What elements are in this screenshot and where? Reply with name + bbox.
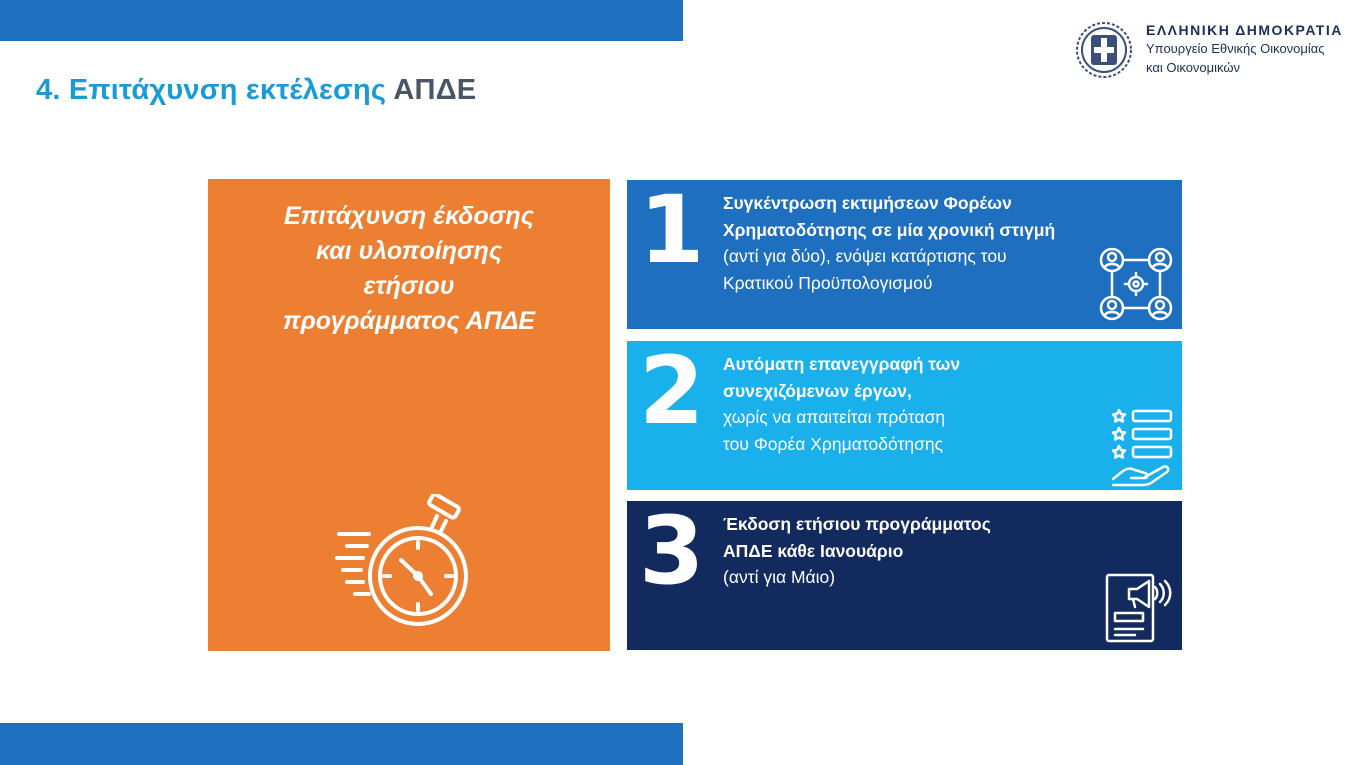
announcement-document-icon xyxy=(1103,571,1179,647)
step-number: 2 xyxy=(639,337,705,446)
step-card-1 xyxy=(627,176,1182,329)
main-goal-line: Επιτάχυνση έκδοσης xyxy=(284,202,534,230)
page-title-main: 4. Επιτάχυνση εκτέλεσης xyxy=(36,74,387,106)
step-text xyxy=(723,190,1055,296)
step-line: (αντί για Μάιο) xyxy=(723,567,836,587)
step-text xyxy=(723,511,991,591)
step-bold-line: Συγκέντρωση εκτιμήσεων Φορέων xyxy=(723,193,1012,213)
main-goal-text xyxy=(208,199,610,339)
step-bold-line: Αυτόματη επανεγγραφή των xyxy=(723,354,961,374)
top-accent-bar xyxy=(0,0,683,41)
checklist-hand-icon xyxy=(1111,407,1177,487)
step-number: 3 xyxy=(639,497,705,606)
main-goal-box xyxy=(208,179,610,651)
ministry-name-line2: και Οικονομικών xyxy=(1146,60,1241,75)
ministry-name-line1: Υπουργείο Εθνικής Οικονομίας xyxy=(1146,41,1325,56)
stopwatch-icon xyxy=(333,494,483,639)
main-goal-line: προγράμματος ΑΠΔΕ xyxy=(282,307,536,335)
bottom-accent-bar xyxy=(0,723,683,765)
step-card-3 xyxy=(627,497,1182,650)
step-text xyxy=(723,351,960,457)
step-line: Κρατικού Προϋπολογισμού xyxy=(723,272,933,293)
step-bold-line: συνεχιζόμενων έργων, xyxy=(723,380,912,401)
step-bold-line: Χρηματοδότησης σε μία χρονική στιγμή xyxy=(723,219,1056,240)
coat-of-arms-icon xyxy=(1071,19,1137,81)
page-title-accent: ΑΠΔΕ xyxy=(393,74,477,106)
step-line: του Φορέα Χρηματοδότησης xyxy=(723,433,944,454)
ministry-country: ΕΛΛΗΝΙΚΗ ΔΗΜΟΚΡΑΤΙΑ xyxy=(1146,22,1343,38)
ministry-block xyxy=(1146,22,1343,76)
page-title xyxy=(36,74,476,107)
step-card-2 xyxy=(627,337,1182,490)
step-bold-line: Έκδοση ετήσιου προγράμματος xyxy=(723,514,991,534)
step-line: χωρίς να απαιτείται πρόταση xyxy=(723,407,946,427)
step-number: 1 xyxy=(639,176,705,285)
step-line: (αντί για δύο), ενόψει κατάρτισης του xyxy=(723,246,1007,266)
step-bold-line: ΑΠΔΕ κάθε Ιανουάριο xyxy=(723,540,904,561)
people-network-icon xyxy=(1098,246,1174,322)
main-goal-line: ετήσιου xyxy=(363,272,455,300)
main-goal-line: και υλοποίησης xyxy=(315,237,503,265)
